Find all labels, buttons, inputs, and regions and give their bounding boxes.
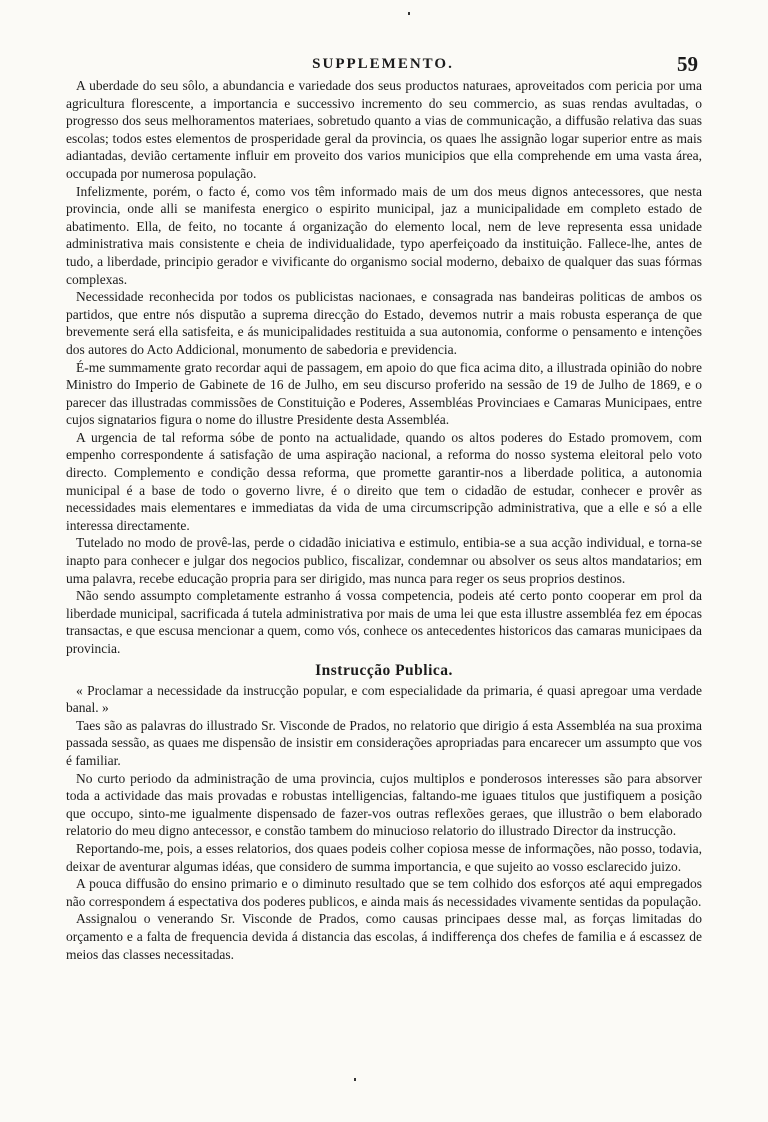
print-speck xyxy=(354,1078,356,1081)
paragraph: No curto periodo da administração de uma provincia, cujos multiplos e ponderosos interesses são para absorver toda a actividade das mais provadas e robustas intelligencias, faltando-me iguaes titulos que justifiquem a posição que occupo, sinto-me igualmente dispensado de fazer-vos outras reflexões geraes, que illustrão o bem elaborado relatorio do meu digno antecessor, e constão tambem do minucioso relatorio do illustrado Director da instrucção. xyxy=(66,770,702,839)
paragraph: Tutelado no modo de provê-las, perde o cidadão iniciativa e estimulo, entibia-se a sua acção individual, e torna-se inapto para conhecer e julgar dos negocios publico, fiscalizar, condemnar ou absolver os seus altos mandatarios; em uma palavra, recebe educação propria para ser dirigido, mas nunca para reger os seus proprios destinos. xyxy=(66,535,702,586)
paragraph: Não sendo assumpto completamente estranho á vossa competencia, podeis até certo ponto cooperar em prol da liberdade municipal, sacrificada á tutela administrativa por mais de uma lei que esta illustre assembléa fez em épocas transactas, e que escusa mencionar a quem, como vós, conhece os antecedentes historicos das camaras municipaes da provincia. xyxy=(66,588,702,656)
paragraph: A pouca diffusão do ensino primario e o diminuto resultado que se tem colhido dos esforços até aqui empregados não correspondem á espectativa dos poderes publicos, e ainda mais ás necessidades vivamente sentidas da população. xyxy=(66,876,702,909)
section-heading: Instrucção Publica. xyxy=(315,661,453,679)
paragraph: É-me summamente grato recordar aqui de passagem, em apoio do que fica acima dito, a illustrada opinião do nobre Ministro do Imperio de Gabinete de 16 de Julho, em seu discurso proferido na sessão de 19 de Julho de 1869, e o parecer das illustradas commissões de Constituição e Poderes, Assembléas Provinciaes e Camaras Municipaes, entre cujos signatarios figura o nome do illustre Presidente desta Assembléa. xyxy=(66,359,702,428)
paragraph: A uberdade do seu sôlo, a abundancia e variedade dos seus productos naturaes, aproveitados com pericia por uma agricultura florescente, a importancia e successivo incremento do seu commercio, as suas rendas avultadas, o progresso dos seus melhoramentos materiaes, sobretudo quanto a vias de communicação, a diffusão relativa das suas escolas; todos estes elementos de prosperidade geral da provincia, os quaes lhe assignão logar superior entre as mais adiantadas, devião certamente influir em proveito dos varios municipios que ella comprehende em uma vasta área, occupada por numerosa população. xyxy=(66,78,702,181)
paragraph: Infelizmente, porém, o facto é, como vos têm informado mais de um dos meus dignos antecessores, que nesta provincia, onde alli se manifesta energico o espirito municipal, jaz a municipalidade em completo estado de abatimento. Ella, de feito, no tocante á organização do elemento local, nem de leve representa essa unidade administrativa mais consistente e cheia de individualidade, typo aperfeiçoado da instituição. Fallece-lhe, antes de tudo, a liberdade, principio gerador e vivificante do organismo social moderno, debaixo de qualquer das suas fórmas complexas. xyxy=(66,183,702,287)
running-header xyxy=(66,50,700,76)
paragraph: Reportando-me, pois, a esses relatorios, dos quaes podeis colher copiosa messe de informações, não posso, todavia, deixar de aventurar algumas idéas, que considero de summa importancia, e que sujeito ao vosso esclarecido juizo. xyxy=(66,840,702,874)
paragraph: A urgencia de tal reforma sóbe de ponto na actualidade, quando os altos poderes do Estado promovem, com empenho correspondente á satisfação de uma aspiração nacional, a reforma do nosso systema eleitoral pelo voto directo. Complemento e condição dessa reforma, que promette garantir-nos a liberdade politica, a autonomia municipal é a base de todo o governo livre, é o direito que tem o cidadão de estudar, conhecer e provêr as necessidades mais elementares e immediatas da vida de uma circumscripção administrativa, que a elle e só a elle interessa directamente. xyxy=(66,429,702,533)
paragraph: Taes são as palavras do illustrado Sr. Visconde de Prados, no relatorio que dirigio á esta Assembléa na sua proxima passada sessão, as quaes me dispensão de insistir em considerações apropriadas para encarecer um assumpto que vos é familiar. xyxy=(66,717,702,768)
paragraph: « Proclamar a necessidade da instrucção popular, e com especialidade da primaria, é quasi apregoar uma verdade banal. » xyxy=(66,682,702,716)
paragraph: Assignalou o venerando Sr. Visconde de Prados, como causas principaes desse mal, as forças limitadas do orçamento e a falta de frequencia devida á distancia das escolas, á indifferença dos chefes de familia e á escassez de meios das classes necessitadas. xyxy=(66,911,702,962)
paragraph: Necessidade reconhecida por todos os publicistas nacionaes, e consagrada nas bandeiras politicas de ambos os partidos, que entre nós disputão a suprema direcção do Estado, devemos nutrir a mais robusta esperança de que brevemente será ella satisfeita, e ás municipalidades restituida a sua autonomia, conforme o pensamento e intenções dos autores do Acto Addicional, monumento de sabedoria e previdencia. xyxy=(66,289,702,357)
print-speck xyxy=(408,12,410,15)
running-title: SUPPLEMENTO. xyxy=(312,56,454,72)
page-number: 59 xyxy=(677,52,698,76)
text-body xyxy=(66,77,702,963)
